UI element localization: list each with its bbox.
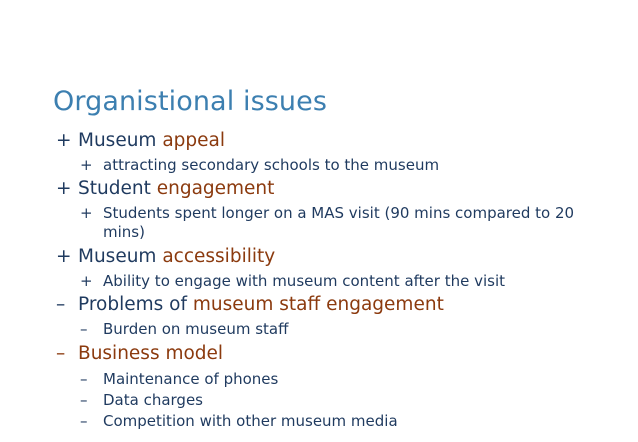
bullet-highlight: accessibility (162, 246, 276, 267)
bullet-student-engagement (56, 178, 274, 199)
bullet-marker: – (80, 391, 88, 409)
bullet-marker: + (56, 130, 72, 151)
bullet-highlight: engagement (156, 178, 275, 199)
slide-title: Organistional issues (53, 86, 328, 117)
bullet-marker: + (80, 272, 93, 290)
bullet-text: Museum (78, 246, 163, 267)
bullet-staff-engagement (56, 294, 444, 315)
bullet-highlight: appeal (162, 130, 226, 151)
bullet-text: attracting secondary schools to the museum (103, 156, 440, 174)
bullet-highlight: Business model (78, 343, 224, 364)
bullet-text: Student (78, 178, 157, 199)
bullet-marker: + (56, 178, 72, 199)
sub-bullet-competition (80, 412, 398, 430)
sub-bullet-maintenance (80, 370, 278, 388)
bullet-highlight: museum staff engagement (192, 294, 444, 315)
bullet-text: Museum (78, 130, 163, 151)
bullet-marker: – (80, 412, 88, 430)
bullet-text: Data charges (103, 391, 203, 409)
sub-bullet-burden (80, 320, 288, 338)
bullet-text: Competition with other museum media (103, 412, 398, 430)
bullet-text: Students spent longer on a MAS visit (90 mins compared to 20 (103, 204, 575, 222)
bullet-text: Burden on museum staff (103, 320, 289, 338)
bullet-text: Ability to engage with museum content after the visit (103, 272, 505, 290)
bullet-marker: + (80, 156, 93, 174)
bullet-text: Maintenance of phones (103, 370, 279, 388)
sub-bullet-attracting-schools (80, 156, 439, 174)
bullet-marker: + (56, 246, 72, 267)
bullet-text: Problems of (78, 294, 193, 315)
sub-bullet-ability-to-engage (80, 272, 505, 290)
sub-bullet-students-spent-longer (80, 204, 574, 222)
bullet-marker: – (56, 343, 66, 364)
sub-bullet-continuation: mins) (103, 223, 145, 241)
bullet-business-model (56, 343, 223, 364)
bullet-marker: + (80, 204, 93, 222)
bullet-marker: – (80, 370, 88, 388)
bullet-museum-accessibility (56, 246, 275, 267)
bullet-museum-appeal (56, 130, 225, 151)
bullet-marker: – (80, 320, 88, 338)
sub-bullet-data-charges (80, 391, 203, 409)
bullet-marker: – (56, 294, 66, 315)
